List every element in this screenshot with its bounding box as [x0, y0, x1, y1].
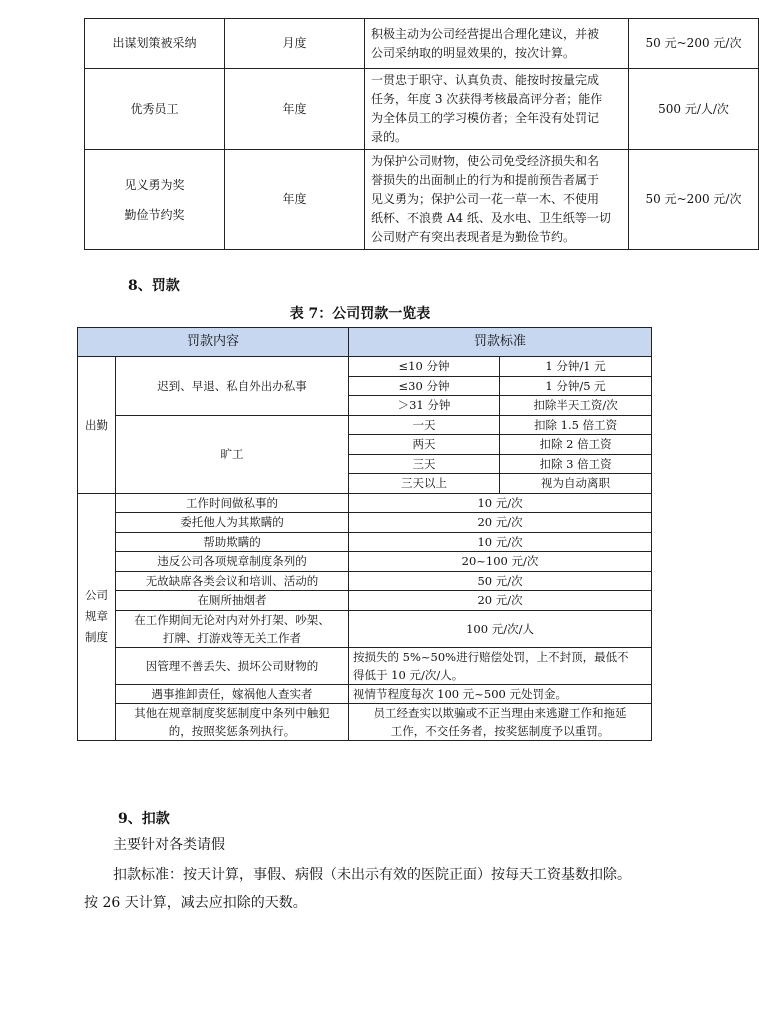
rule-standard — [349, 552, 652, 572]
cell-line: 的，按照奖惩条列执行。 — [168, 724, 296, 738]
rule-content — [116, 591, 349, 611]
absent-fine: 扣除 1.5 倍工资 — [500, 415, 652, 435]
cell-line: 纸杯、不浪费 A4 纸、及水电、卫生纸等一切 — [371, 211, 611, 225]
cell-line: 录的。 — [371, 130, 408, 144]
rule-standard — [349, 591, 652, 611]
cell-line: 打牌、打游戏等无关工作者 — [163, 630, 301, 645]
cell-line: 工作时间做私事的 — [186, 495, 278, 510]
cell-line: 20~100 元/次 — [461, 554, 539, 569]
late-label: 迟到、早退、私自外出办私事 — [116, 357, 349, 416]
rule-content — [116, 704, 349, 741]
header-content: 罚款内容 — [78, 328, 349, 357]
cell-line: 公司 — [85, 588, 108, 603]
table-row — [78, 684, 652, 704]
absent-fine: 扣除 3 倍工资 — [500, 454, 652, 474]
cell-line: 规章 — [85, 609, 108, 624]
reward-table — [84, 18, 759, 250]
late-tier: ≤10 分钟 — [349, 357, 500, 377]
rule-standard — [349, 513, 652, 533]
reward-amount: 50 元~200 元/次 — [629, 19, 759, 69]
table-row — [85, 69, 759, 150]
cell-line: 一贯忠于职守、认真负责、能按时按量完成 — [371, 73, 600, 87]
cell-line: 遇事推卸责任，嫁祸他人查实者 — [151, 686, 313, 701]
reward-amount: 50 元~200 元/次 — [629, 150, 759, 250]
cell-line: 优秀员工 — [130, 101, 179, 116]
cell-line: 按损失的 5%~50%进行赔偿处罚，上不封顶，最低不 — [353, 649, 629, 664]
table-row — [78, 552, 652, 572]
cell-line: 其他在规章制度奖惩制度中条列中触犯 — [134, 706, 330, 720]
cell-line: 10 元/次 — [477, 495, 523, 510]
table-row — [78, 610, 652, 647]
cell-line: 50 元/次 — [477, 573, 523, 588]
reward-period: 月度 — [225, 19, 365, 69]
cell-line: 10 元/次 — [477, 534, 523, 549]
table-row — [85, 19, 759, 69]
late-tier: ≤30 分钟 — [349, 376, 500, 396]
cell-line: 为全体员工的学习模仿者；全年没有处罚记 — [371, 111, 600, 125]
cell-line: 100 元/次/人 — [466, 621, 534, 636]
table-row — [78, 704, 652, 741]
table-row — [78, 647, 652, 684]
cell-line: 见义勇为奖 — [124, 177, 185, 192]
cell-line: 在厕所抽烟者 — [197, 593, 267, 608]
rule-content — [116, 532, 349, 552]
deduction-basis: 按 26 天计算，减去应扣除的天数。 — [84, 895, 307, 911]
table-row — [78, 415, 652, 435]
rule-content — [116, 493, 349, 513]
absent-fine: 扣除 2 倍工资 — [500, 435, 652, 455]
late-fine: 扣除半天工资/次 — [500, 396, 652, 416]
rule-content — [116, 647, 349, 684]
section-9-heading: 9、扣款 — [118, 811, 170, 827]
cell-line: 积极主动为公司经营提出合理化建议，并被 — [371, 26, 600, 41]
table-row — [78, 591, 652, 611]
cell-line: 员工经查实以欺骗或不正当理由来逃避工作和拖延 — [373, 706, 627, 720]
attendance-category: 出勤 — [78, 357, 116, 494]
late-fine: 1 分钟/1 元 — [500, 357, 652, 377]
deduction-scope: 主要针对各类请假 — [113, 837, 225, 853]
cell-line: 20 元/次 — [477, 515, 523, 530]
rule-standard — [349, 704, 652, 741]
fine-table — [77, 327, 652, 741]
header-standard: 罚款标准 — [349, 328, 652, 357]
cell-line: 公司财产有突出表现者是为勤俭节约。 — [371, 230, 576, 244]
absent-tier: 一天 — [349, 415, 500, 435]
reward-period: 年度 — [225, 150, 365, 250]
cell-line: 誉损失的出面制止的行为和提前预告者属于 — [371, 173, 600, 187]
rule-standard — [349, 571, 652, 591]
table-row — [78, 493, 652, 513]
absent-fine: 视为自动离职 — [500, 474, 652, 494]
reward-description — [365, 69, 629, 150]
rule-content — [116, 610, 349, 647]
late-tier: ＞31 分钟 — [349, 396, 500, 416]
cell-line: 制度 — [85, 630, 108, 645]
rule-standard — [349, 532, 652, 552]
cell-line: 勤俭节约奖 — [124, 207, 185, 222]
reward-name — [85, 69, 225, 150]
fine-table-title: 表 7：公司罚款一览表 — [289, 306, 431, 322]
reward-amount: 500 元/人/次 — [629, 69, 759, 150]
late-fine: 1 分钟/5 元 — [500, 376, 652, 396]
cell-line: 因管理不善丢失、损坏公司财物的 — [145, 658, 319, 673]
absent-label: 旷工 — [116, 415, 349, 493]
table-row — [78, 571, 652, 591]
cell-line: 委托他人为其欺瞒的 — [180, 515, 284, 530]
cell-line: 出谋划策被采纳 — [112, 36, 197, 50]
rule-standard — [349, 493, 652, 513]
rule-content — [116, 684, 349, 704]
deduction-standard: 扣款标准：按天计算，事假、病假（未出示有效的医院正面）按每天工资基数扣除。 — [113, 867, 631, 883]
reward-description — [365, 19, 629, 69]
cell-line: 帮助欺瞒的 — [203, 534, 261, 549]
reward-period: 年度 — [225, 69, 365, 150]
rule-content — [116, 571, 349, 591]
rule-content — [116, 513, 349, 533]
rule-content — [116, 552, 349, 572]
cell-line: 无故缺席各类会议和培训、活动的 — [145, 573, 319, 588]
absent-tier: 两天 — [349, 435, 500, 455]
table-row — [78, 513, 652, 533]
table-row — [78, 328, 652, 357]
table-row — [78, 357, 652, 377]
cell-line: 见义勇为；保护公司一花一草一木、不使用 — [371, 192, 600, 206]
cell-line: 任务，年度 3 次获得考核最高评分者；能作 — [371, 92, 603, 106]
absent-tier: 三天以上 — [349, 474, 500, 494]
cell-line: 20 元/次 — [477, 593, 523, 608]
rules-category — [78, 493, 116, 741]
section-8-heading: 8、罚款 — [128, 278, 180, 294]
cell-line: 公司采纳取的明显效果的，按次计算。 — [371, 45, 576, 60]
cell-line: 视情节程度每次 100 元~500 元处罚金。 — [353, 686, 568, 701]
rule-standard — [349, 684, 652, 704]
table-row — [85, 150, 759, 250]
cell-line: 违反公司各项规章制度条列的 — [157, 554, 307, 569]
reward-name — [85, 150, 225, 250]
reward-description — [365, 150, 629, 250]
cell-line: 得低于 10 元/次/人。 — [353, 667, 464, 682]
rule-standard — [349, 610, 652, 647]
absent-tier: 三天 — [349, 454, 500, 474]
cell-line: 为保护公司财物，使公司免受经济损失和名 — [371, 154, 600, 168]
table-row — [78, 532, 652, 552]
cell-line: 工作，不交任务者，按奖惩制度予以重罚。 — [390, 724, 610, 738]
reward-name — [85, 19, 225, 69]
cell-line: 在工作期间无论对内对外打架、吵架、 — [134, 612, 330, 627]
rule-standard — [349, 647, 652, 684]
